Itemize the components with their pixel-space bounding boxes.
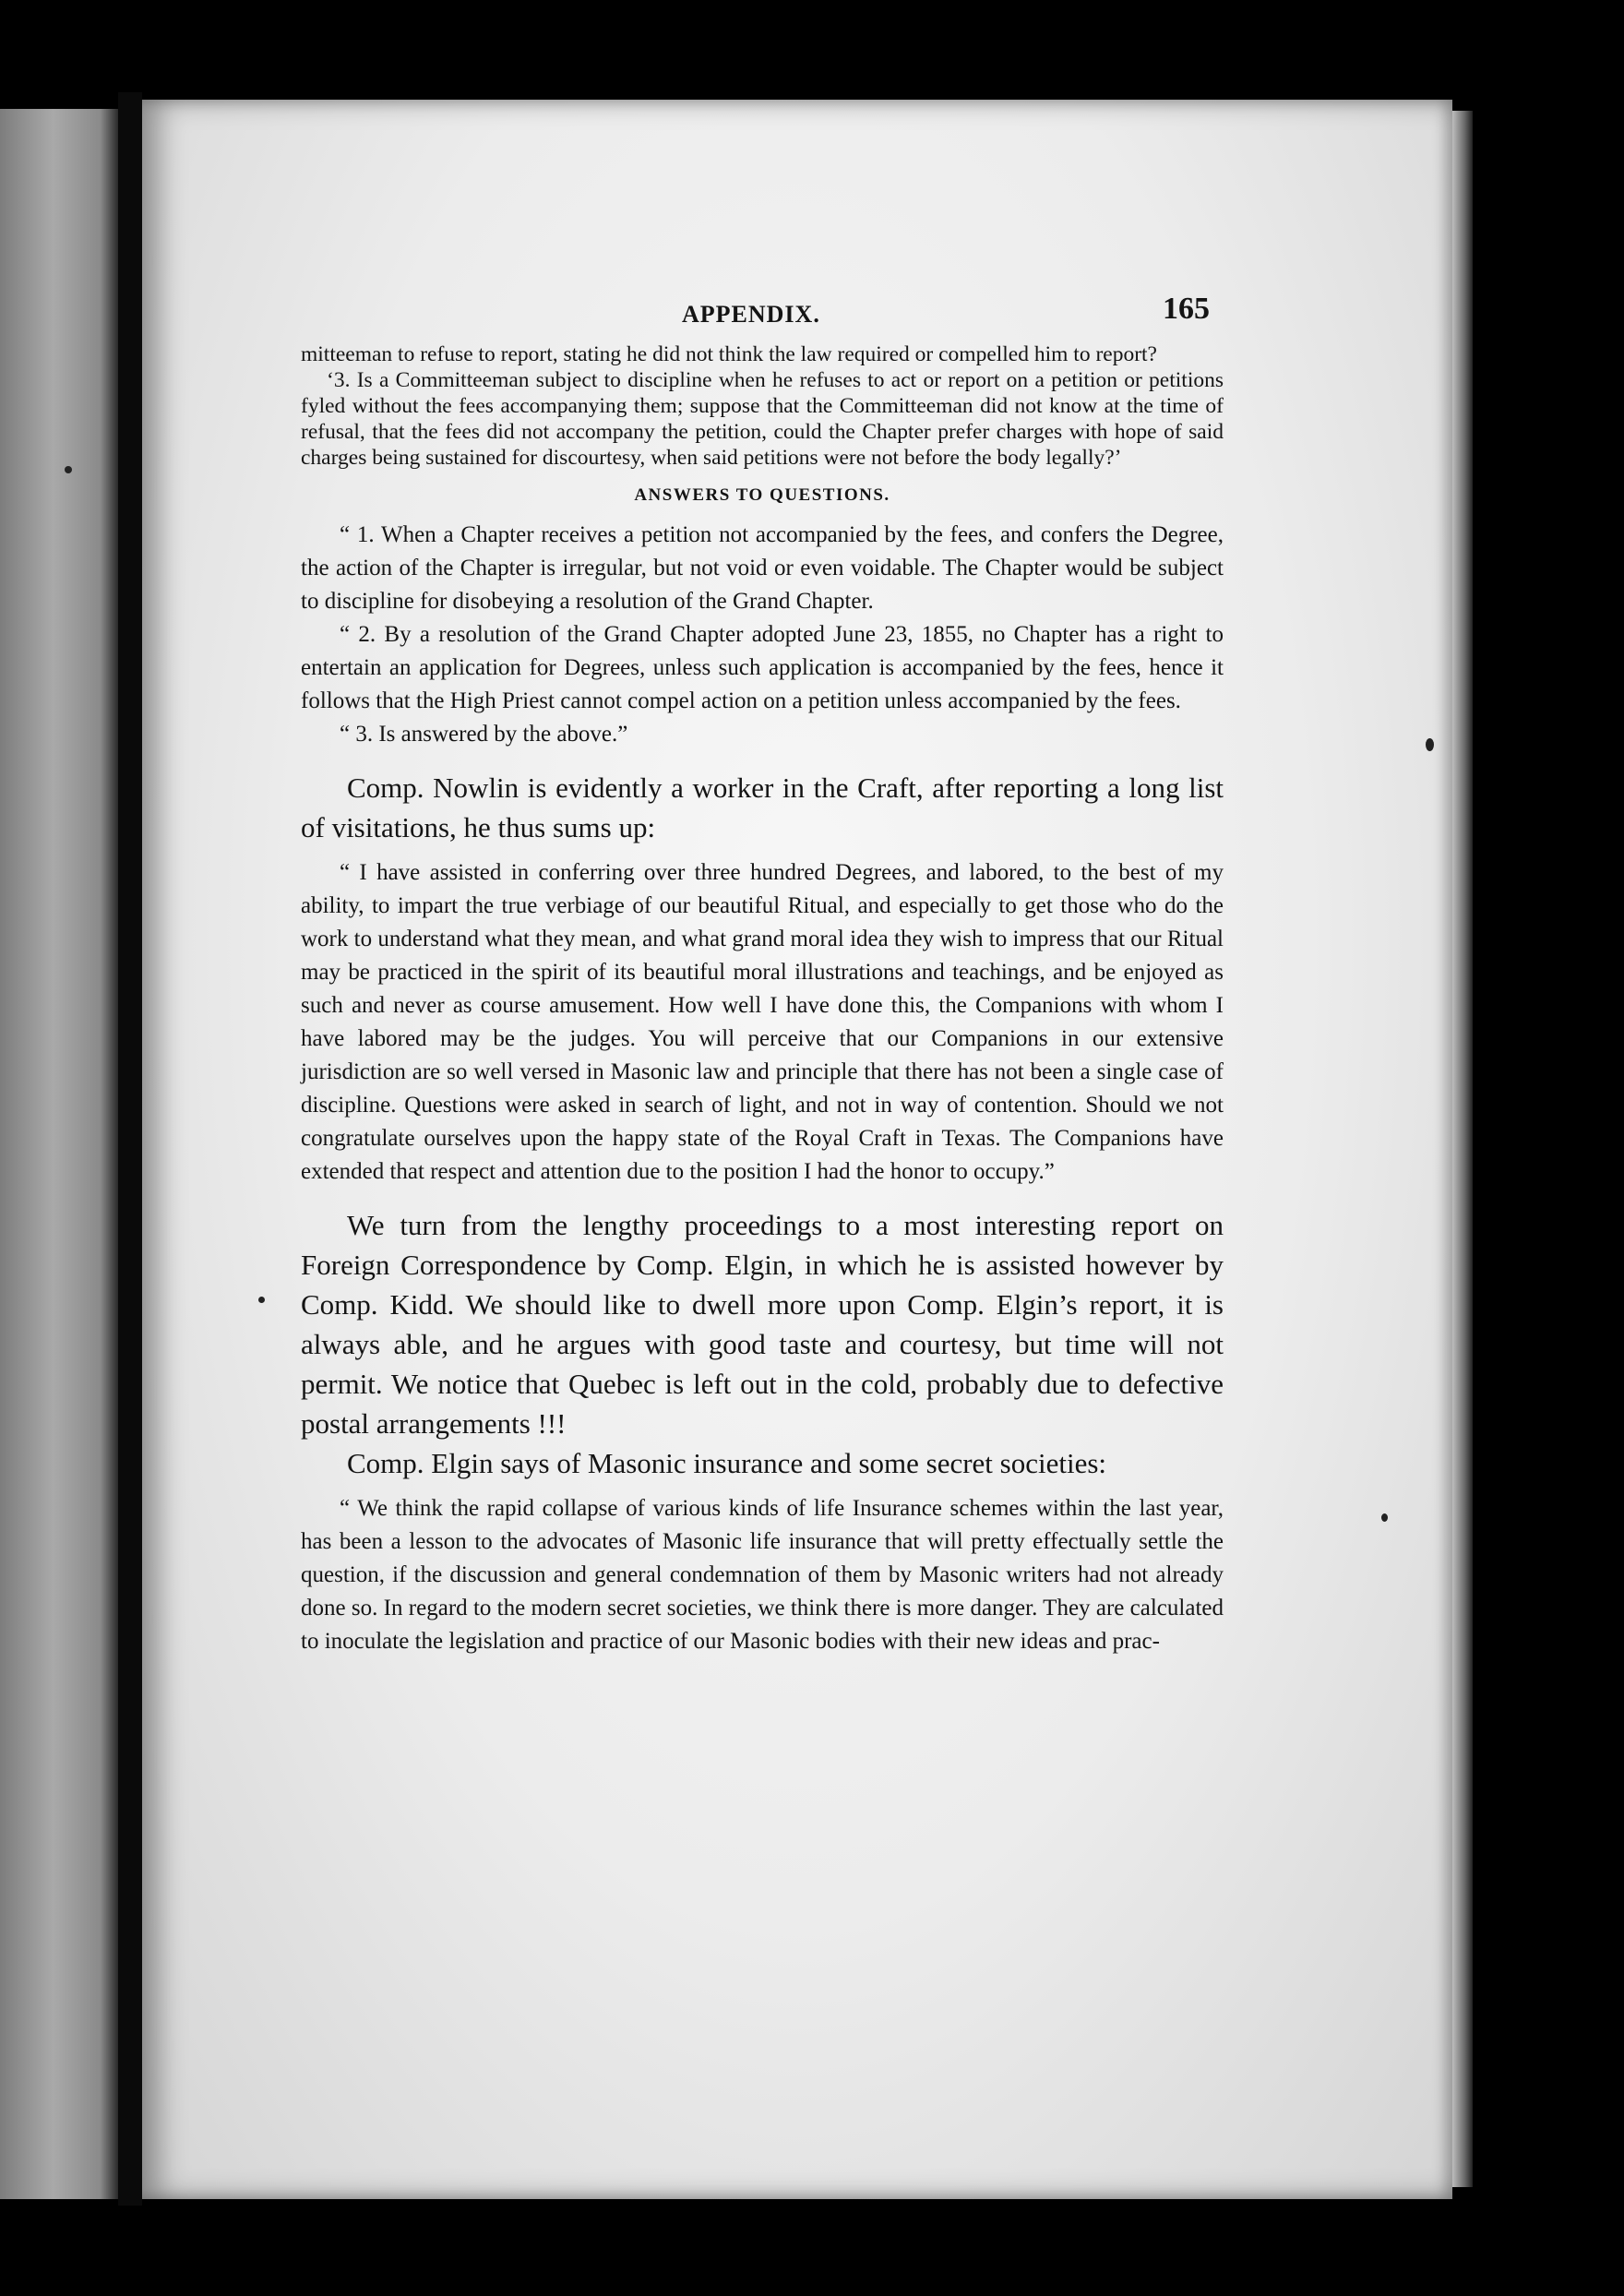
question-3-paragraph: ‘3. Is a Committeeman subject to discipline when he refuses to act or report on a petition or petitions fyled without the fees accompanying them; suppose that the Committeeman did not know at the time of refusal, that the fees did not accompany the petition, could the Chapter prefer charges with hope of said charges being sustained for discourtesy, when said petitions were not before the body legally?’	[301, 368, 1224, 470]
answer-1: “ 1. When a Chapter receives a petition not accompanied by the fees, and confers the Degree, the action of the Chapter is irregular, but not void or even voidable. The Chapter would be subject to discipline for disobeying a resolution of the Grand Chapter.	[301, 522, 1224, 614]
answer-3: “ 3. Is answered by the above.”	[340, 722, 628, 747]
scan-speck	[258, 1297, 265, 1303]
continuation-paragraph: mitteeman to refuse to report, stating he did not think the law required or compelled him to report?	[301, 342, 1157, 366]
scan-speck	[1426, 738, 1434, 751]
facing-page-edge	[0, 109, 118, 2199]
page-text	[301, 292, 1224, 1658]
elgin-says: Comp. Elgin says of Masonic insurance and some secret societies:	[347, 1447, 1107, 1479]
answer-2: “ 2. By a resolution of the Grand Chapter adopted June 23, 1855, no Chapter has a right to entertain an application for Degrees, unless such application is accompanied by the fees, hence it follows that the High Priest cannot compel action on a petition unless accompanied by the fees.	[301, 622, 1224, 713]
running-title: APPENDIX.	[682, 301, 820, 328]
elgin-report-paragraph: We turn from the lengthy proceedings to a most interesting report on Foreign Correspondence by Comp. Elgin, in which he is assisted however by Comp. Kidd. We should like to dwell more upon Comp. Elgin’s report, it is always able, and he argues with good taste and courtesy, but time will not permit. We notice that Quebec is left out in the cold, probably due to defective postal arrangements !!!	[301, 1209, 1224, 1440]
running-head	[301, 292, 1224, 341]
nowlin-quote: “ I have assisted in conferring over three hundred Degrees, and labored, to the best of my ability, to impart the true verbiage of our beautiful Ritual, and especially to get those who do the work to understand what they mean, and what grand moral idea they wish to impress that our Ritual may be practiced in the spirit of its beautiful moral illustrations and teachings, and be enjoyed as such and never as course amusement. How well I have done this, the Companions with whom I have labored may be the judges. You will perceive that our Companions in our extensive jurisdiction are so well versed in Masonic law and principle that there has not been a single case of discipline. Questions were asked in search of light, and not in way of contention. Should we not congratulate ourselves upon the happy state of the Royal Craft in Texas. The Companions have extended that respect and attention due to the position I had the honor to occupy.”	[301, 860, 1224, 1184]
page-number: 165	[1163, 292, 1210, 326]
nowlin-intro: Comp. Nowlin is evidently a worker in the Craft, after reporting a long list of visitations, he thus sums up:	[301, 771, 1224, 843]
elgin-quote: “ We think the rapid collapse of various kinds of life Insurance schemes within the last year, has been a lesson to the advocates of Masonic life insurance that will pretty effectually settle the question, if the discussion and general condemnation of them by Masonic writers had not already done so. In regard to the modern secret societies, we think there is more danger. They are calculated to inoculate the legislation and practice of our Masonic bodies with their new ideas and prac-	[301, 1496, 1224, 1654]
book-gutter	[118, 92, 142, 2206]
scan-speck	[65, 466, 72, 473]
scan-speck	[1381, 1513, 1388, 1522]
page-stack-edge	[1452, 111, 1473, 2187]
answers-heading: ANSWERS TO QUESTIONS.	[634, 485, 890, 505]
